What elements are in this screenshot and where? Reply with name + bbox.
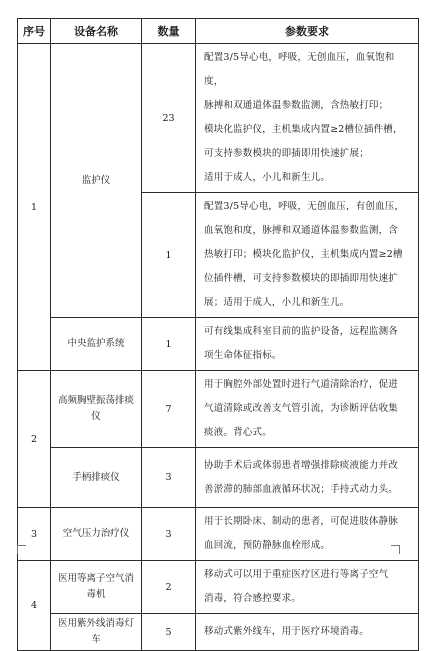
- param-line: 可支持参数模块的即插即用快速扩展；: [204, 148, 369, 159]
- quantity: 23: [142, 44, 196, 193]
- param-line: 痰液。背心式。: [204, 427, 272, 438]
- quantity: 1: [142, 318, 196, 371]
- param-line: 气道清除或改善支气管引流，为诊断评估收集: [204, 403, 399, 414]
- equipment-spec-table: [17, 18, 419, 651]
- param-line: 可有线集成科室目前的监护设备，远程监测各: [204, 326, 399, 337]
- equipment-name: 医用等离子空气消毒机: [51, 561, 142, 614]
- table-row: [18, 508, 419, 561]
- params-cell: [196, 44, 419, 193]
- param-line: 善淤滞的肺部血液循环状况；手持式动力头。: [204, 483, 399, 495]
- header-params: 参数要求: [196, 19, 419, 44]
- quantity: 1: [142, 193, 196, 318]
- quantity: 2: [142, 561, 196, 614]
- table-row: [18, 318, 419, 371]
- quantity: 5: [142, 614, 196, 651]
- param-line: 热敏打印；模块化监护仪，主机集成内置≥2槽: [204, 249, 403, 260]
- params-cell: [196, 508, 419, 561]
- param-line: 位插件槽，可支持参数模块的即插即用快速扩: [204, 273, 399, 284]
- row-index: 2: [18, 371, 51, 508]
- equipment-name: 空气压力治疗仪: [51, 508, 142, 561]
- param-line: 展；适用于成人，小儿和新生儿。: [204, 297, 350, 308]
- page-corner-mark-right: [391, 545, 400, 554]
- header-qty: 数量: [142, 19, 196, 44]
- equipment-name: 中央监护系统: [51, 318, 142, 371]
- params-cell: [196, 371, 419, 448]
- params-cell: [196, 318, 419, 371]
- param-line: 配置3/5导心电，呼吸，无创血压，血氧饱和度，: [204, 52, 395, 87]
- param-line: 配置3/5导心电，呼吸，无创血压，有创血压，: [204, 201, 405, 212]
- quantity: 3: [142, 448, 196, 508]
- header-name: 设备名称: [51, 19, 142, 44]
- equipment-name: 监护仪: [51, 44, 142, 318]
- param-line: 适用于成人，小儿和新生儿。: [204, 172, 331, 183]
- row-index: 3: [18, 508, 51, 561]
- param-line: 协助手术后或体弱患者增强排除痰液能力并改: [204, 459, 399, 471]
- equipment-name: 高频胸壁振荡排痰仪: [51, 371, 142, 448]
- params-cell: [196, 448, 419, 508]
- quantity: 7: [142, 371, 196, 448]
- table-row: [18, 448, 419, 508]
- quantity: 3: [142, 508, 196, 561]
- param-line: 移动式紫外线车，用于医疗环境消毒。: [204, 626, 369, 637]
- table-row: [18, 614, 419, 651]
- table-row: [18, 371, 419, 448]
- equipment-name: 手柄排痰仪: [51, 448, 142, 508]
- param-line: 用于长期卧床、制动的患者，可促进肢体静脉: [204, 516, 399, 527]
- table-row: [18, 561, 419, 614]
- table-row: [18, 44, 419, 193]
- page-corner-mark-left: [17, 545, 26, 554]
- param-line: 项生命体征指标。: [204, 350, 282, 361]
- param-line: 血氧饱和度，脉搏和双通道体温参数监测，含: [204, 225, 399, 236]
- row-index: 1: [18, 44, 51, 371]
- param-line: 移动式可以用于重症医疗区进行等离子空气: [204, 569, 389, 580]
- param-line: 模块化监护仪，主机集成内置≥2槽位插件槽，: [204, 124, 403, 135]
- param-line: 消毒，符合感控要求。: [204, 593, 302, 604]
- header-index: 序号: [18, 19, 51, 44]
- params-cell: [196, 614, 419, 651]
- params-cell: [196, 193, 419, 318]
- param-line: 用于胸腔外部处置时进行气道清除治疗，促进: [204, 379, 399, 390]
- param-line: 血回流，预防静脉血栓形成。: [204, 540, 331, 551]
- equipment-name: 医用紫外线消毒灯车: [51, 614, 142, 651]
- row-index: 4: [18, 561, 51, 651]
- params-cell: [196, 561, 419, 614]
- header-row: [18, 19, 419, 44]
- param-line: 脉搏和双通道体温参数监测，含热敏打印；: [204, 100, 389, 111]
